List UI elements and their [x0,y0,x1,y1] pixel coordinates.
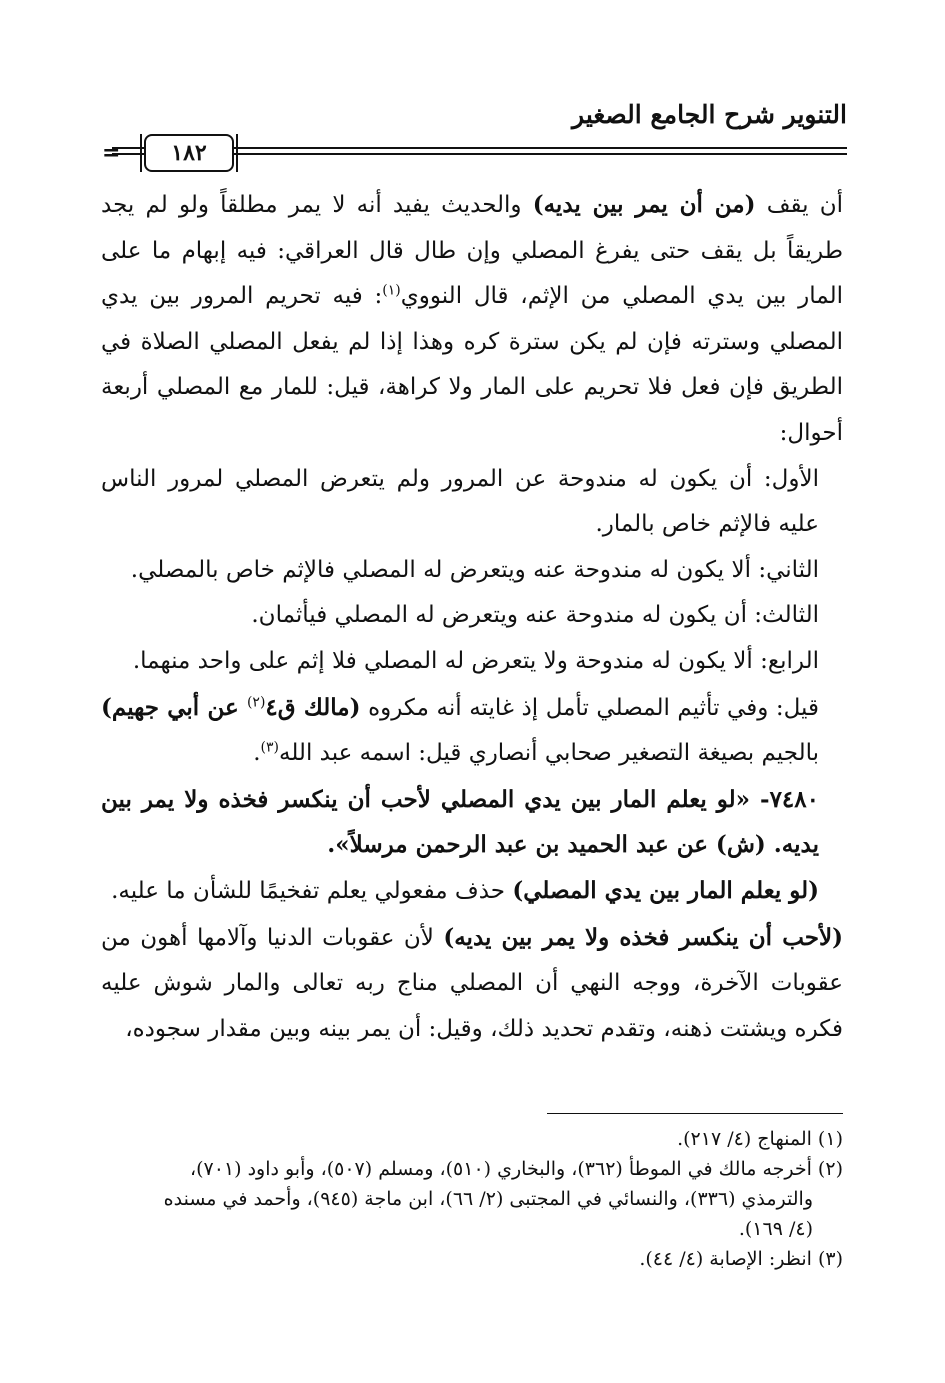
footnote-continuation: والترمذي (٣٣٦)، والنسائي في المجتبى (٢/ ٦٦)، ابن ماجة (٩٤٥)، وأحمد في مسنده [163,1188,813,1210]
paragraph: الثاني: ألا يكون له مندوحة عنه ويتعرض له المصلي فالإثم خاص بالمصلي. [130,556,819,583]
footnote-ref: (١) [382,282,401,299]
paragraph [101,868,843,915]
hadith-close: ». [327,831,350,859]
quoted-matn: (لأحب أن ينكسر فخذه ولا يمر بين يديه) [443,923,843,951]
quoted-matn: (من أن يمر بين يديه) [532,191,756,218]
text-run: لأن عقوبات الدنيا وآلامها أهون من عقوبات الآخرة، ووجه النهي أن المصلي مناج ربه تعالى والمار شوش عليه فكره ويشتت ذهنه، وتقدم تحديد ذلك، وقيل: أن يمر بينه وبين مقدار سجوده، [101,924,843,1042]
text-run: : فيه تحريم المرور بين يدي المصلي وسترته فإن لم يكن سترة كره وهذا إذا لم يفعل المصلي الصلاة في الطريق فإن فعل فلا تحريم على المار ولا كراهة، قيل: للمار مع المصلي أربعة أحوال: [101,283,843,446]
page-number [144,134,234,172]
header-end-marker: = [102,140,121,166]
paragraph [101,915,843,1053]
footnote-ref: (٣) [260,739,279,756]
text-run: بالجيم بصيغة التصغير صحابي أنصاري قيل: اسمه عبد الله [278,740,819,767]
text-run: . [253,740,261,767]
source-citation: عن أبي جهيم) [101,693,247,721]
hadith-text: ٧٤٨٠- «لو يعلم المار بين يدي المصلي لأحب أن ينكسر فخذه ولا يمر بين يديه. (ش) عن عبد الحميد بن عبد الرحمن مرسلاً [101,785,819,859]
hadith-entry [101,777,843,868]
footnotes [101,1124,843,1274]
paragraph [101,182,843,457]
paragraph: الرابع: ألا يكون له مندوحة ولا يتعرض له المصلي فلا إثم على واحد منهما. [132,647,819,674]
page-number-label: ١٨٢ [171,140,207,166]
footnote-separator [547,1113,843,1114]
footnote-continuation: (٤/ ١٦٩). [738,1218,813,1240]
source-citation: (مالك ق٤ [265,693,361,721]
quoted-matn: (لو يعلم المار بين يدي المصلي) [512,876,819,904]
text-run: والحديث يفيد أنه لا يمر مطلقاً ولو لم يجد طريقاً بل يقف حتى يفرغ المصلي وإن طال قال العراقي: فيه إبهام ما على المار بين يدي المصلي من الإثم، قال النووي [101,192,843,310]
running-header-title: التنوير شرح الجامع الصغير [572,100,847,129]
text-run: قيل: وفي تأثيم المصلي تأمل إذ غايته أنه مكروه [360,694,819,721]
paragraph: الأول: أن يكون له مندوحة عن المرور ولم يتعرض المصلي لمرور الناس عليه فالإثم خاص بالمار. [101,465,819,538]
paragraph: الثالث: أن يكون له مندوحة عنه ويتعرض له المصلي فيأثمان. [251,602,819,629]
main-text [101,182,843,1052]
text-run: أن يقف [755,192,843,218]
footnote-ref: (٢) [246,693,266,710]
text-run: حذف مفعولي يعلم تفخيمًا للشأن ما عليه. [111,877,513,904]
footnote: (٣) انظر: الإصابة (٤/ ٤٤). [639,1248,843,1270]
paragraph [101,685,843,777]
footnote: (٢) أخرجه مالك في الموطأ (٣٦٢)، والبخاري (٥١٠)، ومسلم (٥٠٧)، وأبو داود (٧٠١)، [189,1158,843,1180]
footnote: (١) المنهاج (٤/ ٢١٧). [677,1128,843,1150]
